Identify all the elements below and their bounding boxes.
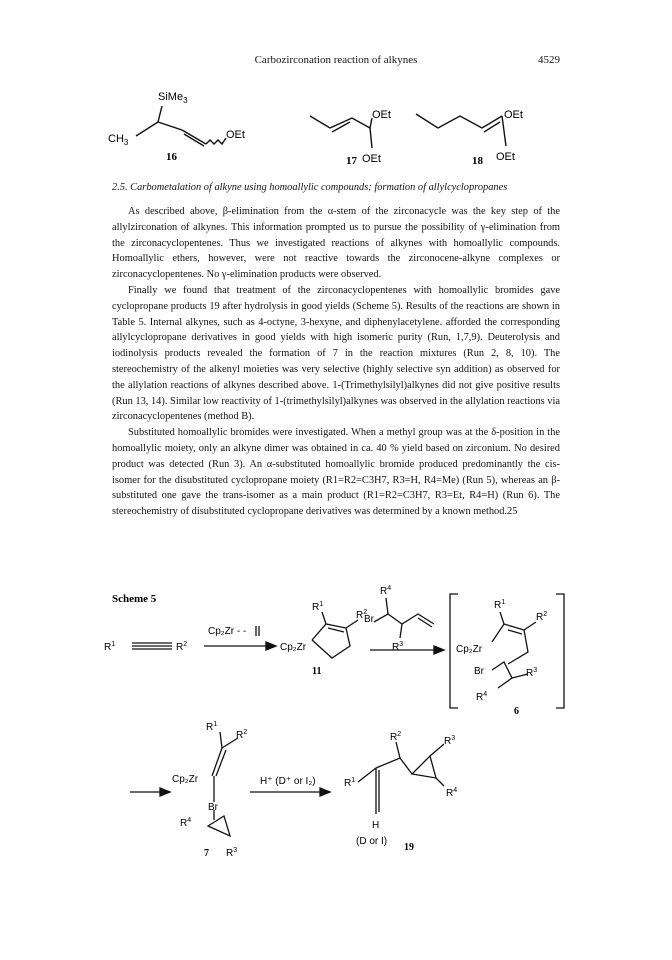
ch3-label: CH	[108, 133, 124, 145]
svg-text:R4: $R^4$	[380, 585, 392, 597]
compound-17-number: 17	[346, 155, 357, 167]
svg-text:R3: $R^3$	[392, 641, 404, 653]
cp2zr-7: Cp₂Zr	[172, 774, 199, 785]
paragraph: As described above, β-elimination from the α-stem of the zirconacycle was the key step of the allylzirconation of alkynes. This information prompted us to pursue the possibility of γ-elimination from the zirconacyclopentenes. Thus we investigated reactions of alkynes with homoallylic compounds. Homoallylic ethers, however, were not reactive towards the zirconocene-alkyne complexes or zirconacyclopentenes. No γ-elimination products were observed.	[112, 206, 560, 281]
svg-text:R3: $R^3$	[444, 735, 456, 747]
svg-text:R2: $R^2$	[356, 609, 368, 621]
br-label: Br	[364, 614, 374, 625]
svg-text:R4: $R^4$	[446, 787, 458, 799]
structures-16-17-18	[100, 82, 580, 178]
running-head	[0, 54, 672, 70]
svg-text:R1: $R^1$	[206, 721, 218, 733]
oet-bottom-17: OEt	[362, 153, 381, 165]
compound-19-number: 19	[404, 842, 414, 853]
svg-text:SiMe3	[158, 91, 188, 105]
svg-text:R2: $R^2$	[236, 729, 248, 741]
reagent-cp2zr: Cp₂Zr - -	[208, 626, 247, 637]
svg-text:R1: $R^1$	[494, 599, 506, 611]
cp2zr-11: Cp₂Zr	[280, 642, 307, 653]
svg-text:R3: $R^3$	[526, 667, 538, 679]
compound-7-number: 7	[204, 848, 209, 859]
sime3-label: SiMe	[158, 91, 184, 103]
compound-18-number: 18	[472, 155, 483, 167]
paragraph: Substituted homoallylic bromides were investigated. When a methyl group was at the δ-position in the homoallylic moiety, only an alkyne dimer was obtained in ca. 40 % yield based on zirconium. No desired product was detected (Run 3). An α-substituted homoallylic bromide produced predominantly the cis-isomer for the disubstituted cyclopropane moiety (R1=R2=C3H7, R3=H, R4=Me) (Run 5), whereas an β-substituted one gave the trans-isomer as a main product (R1=R2=C3H7, R3=Et, R4=H) (Run 6). The stereochemistry of disubstituted cyclopropane derivatives was determined by a known method.25	[112, 427, 560, 518]
d-or-i-label: (D or I)	[356, 836, 388, 847]
svg-text:Br: Br	[474, 666, 484, 677]
svg-text:R1: $R^1$	[344, 777, 356, 789]
cp2zr-6: Cp₂Zr	[456, 644, 483, 655]
svg-text:Br: Br	[208, 802, 218, 813]
h-label: H	[372, 820, 380, 831]
oet-top-17: OEt	[372, 109, 391, 121]
compound-16-number: 16	[166, 151, 177, 163]
paragraph: Finally we found that treatment of the zirconacyclopentenes with homoallylic bromides gave cyclopropane products 19 after hydrolysis in good yields (Scheme 5). Results of the reactions are shown in Table 5. Internal alkynes, such as 4-octyne, 3-hexyne, and diphenylacetylene. afforded the corresponding allylcyclopropane derivatives in good yields with high isomeric purity (Run, 1,7,9). Deuterolysis and iodinolysis products revealed the formation of 7 in the reaction mixtures (Run 2, 8, 10). The stereochemistry of the alkenyl moieties was very selective (highly selective syn addition) as observed for the allylation reactions of alkynes described above. 1-(Trimethylsilyl)alkynes did not give positive results (Run 13, 14). Similar low reactivity of 1-(trimethylsilyl)alkynes was observed in the allylation reactions via zirconacyclopentenes (method B).	[112, 284, 560, 423]
sime3-subscript: 3	[183, 96, 188, 105]
running-title: Carbozirconation reaction of alkynes	[254, 54, 418, 66]
page-number: 4529	[538, 54, 560, 66]
svg-text:R4: $R^4$	[476, 691, 488, 703]
svg-text:CH3	[108, 133, 129, 147]
compound-11-number: 11	[312, 666, 322, 677]
oet-label-16: OEt	[226, 129, 245, 141]
scheme-5	[100, 580, 570, 880]
svg-text:R2: $R^2$	[390, 731, 402, 743]
body-text	[112, 204, 560, 520]
reagent-acid: H⁺ (D⁺ or I₂)	[260, 776, 316, 787]
r2-label: R	[176, 642, 184, 653]
r1-label: R	[104, 642, 112, 653]
svg-text:R2: $R^2$	[176, 641, 188, 653]
svg-text:R2: $R^2$	[536, 611, 548, 623]
svg-text:R3: $R^3$	[226, 847, 238, 859]
ch3-subscript: 3	[123, 138, 129, 147]
svg-text:R1: $R^1$	[104, 641, 116, 653]
svg-text:R1: $R^1$	[312, 601, 324, 613]
scheme-title: Scheme 5	[112, 593, 157, 605]
section-heading: 2.5. Carbometalation of alkyne using homoallylic compounds; formation of allylcyclopropanes	[112, 182, 508, 193]
compound-6-number: 6	[514, 706, 519, 717]
svg-text:R4: $R^4$	[180, 817, 192, 829]
oet-bottom-18: OEt	[496, 151, 515, 163]
oet-top-18: OEt	[504, 109, 523, 121]
